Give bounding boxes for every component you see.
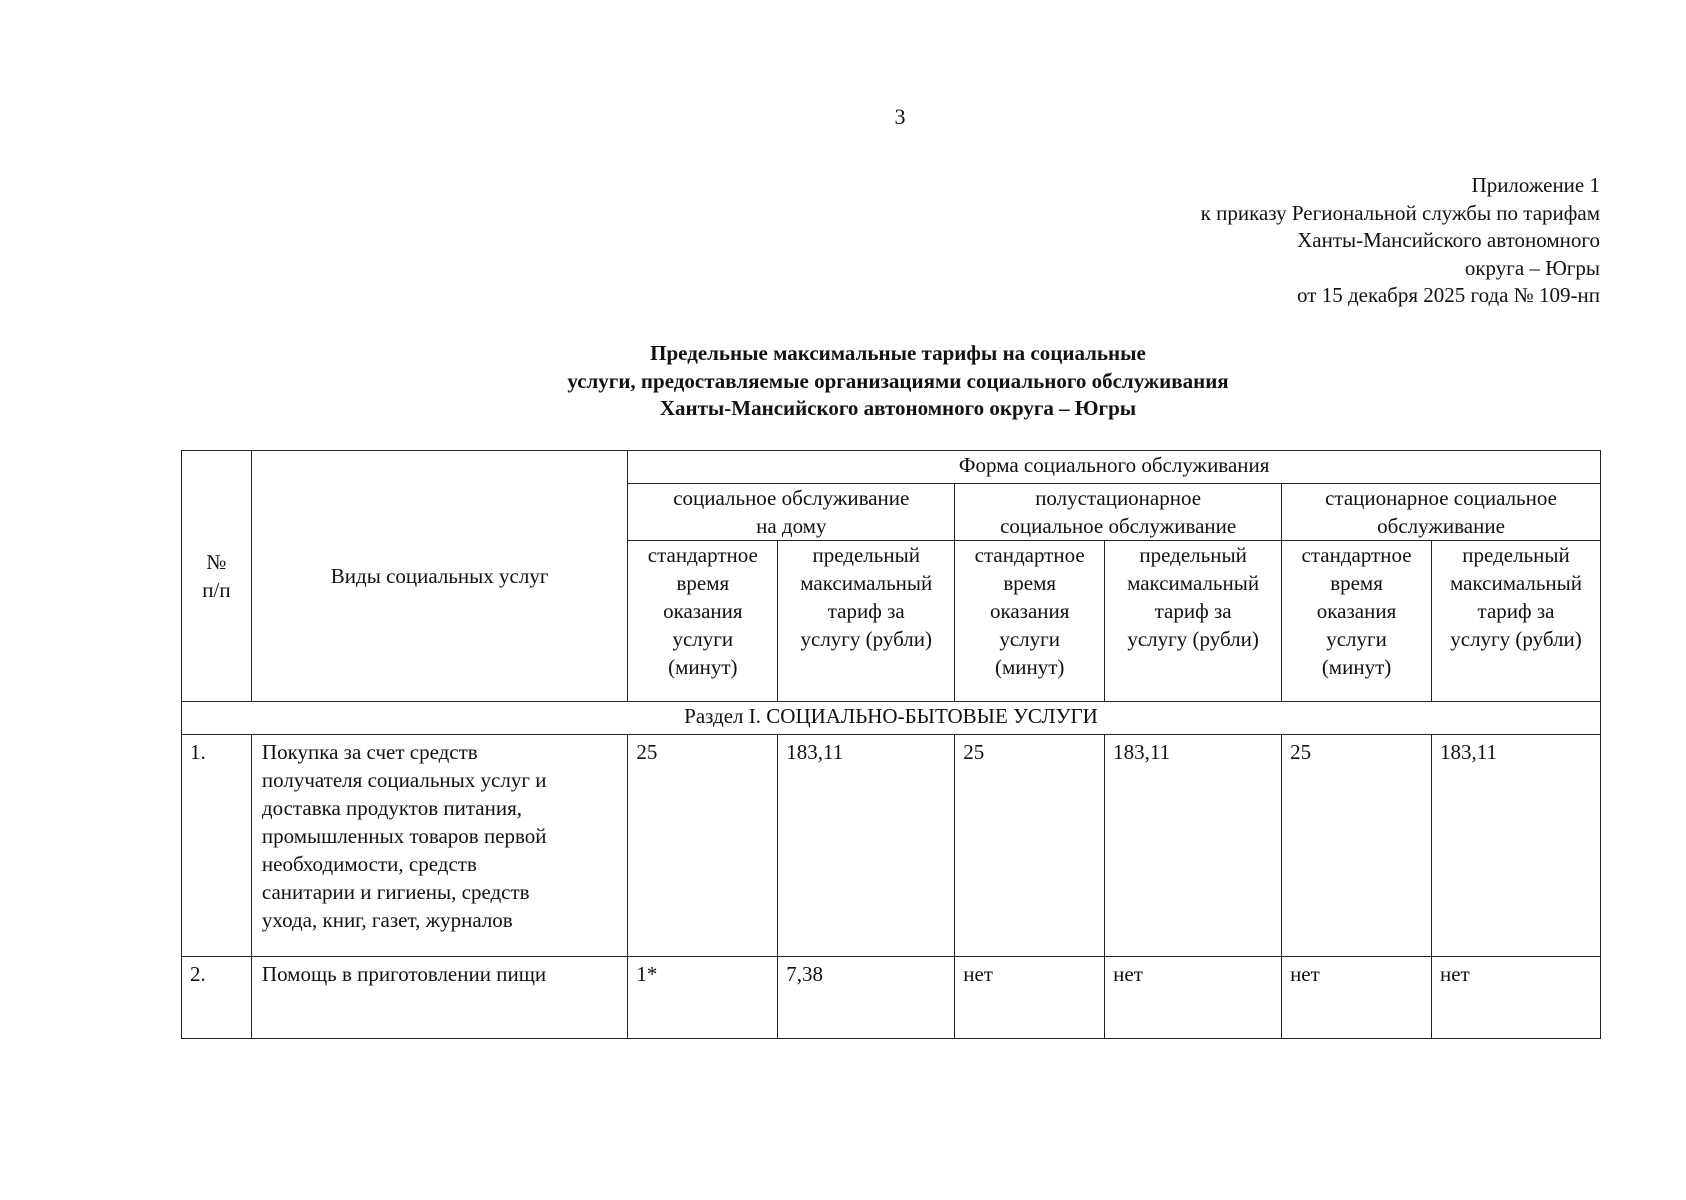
title-line: услуги, предоставляемые организациями социального обслуживания: [567, 368, 1229, 393]
section-heading: Раздел I. СОЦИАЛЬНО-БЫТОВЫЕ УСЛУГИ: [182, 702, 1601, 735]
header-line: стандартное: [1301, 543, 1412, 567]
header-line: максимальный: [800, 571, 933, 595]
header-max-tariff: [1432, 541, 1601, 702]
tariffs-table: [181, 450, 1601, 1039]
header-line: (минут): [994, 655, 1065, 679]
header-line: тариф за: [1477, 599, 1555, 623]
service-line: получателя социальных услуг и: [261, 768, 547, 792]
header-group-line: на дому: [756, 514, 827, 538]
header-number-line: №: [206, 550, 227, 574]
table-row: [182, 735, 1601, 957]
header-standard-time: [1282, 541, 1432, 702]
header-line: тариф за: [1154, 599, 1232, 623]
appendix-line: округа – Югры: [1464, 255, 1600, 280]
appendix-line: Приложение 1: [1471, 173, 1600, 197]
header-line: (минут): [1321, 655, 1392, 679]
header-standard-time: [955, 541, 1105, 702]
appendix-line: Ханты-Мансийского автономного: [1297, 228, 1600, 252]
cell-stationary-tariff: нет: [1432, 957, 1601, 1039]
title-line: Ханты-Мансийского автономного округа – Югры: [659, 396, 1137, 420]
appendix-line: от 15 декабря 2025 года № 109-нп: [1297, 283, 1600, 307]
header-max-tariff: [1105, 541, 1282, 702]
header-group-home: [628, 484, 955, 541]
row-number: 2.: [182, 957, 252, 1039]
page-number: 3: [894, 104, 906, 129]
title-line: Предельные максимальные тарифы на социальные: [650, 341, 1146, 365]
service-name: [251, 735, 627, 957]
cell-semistationary-tariff: нет: [1105, 957, 1282, 1039]
header-line: предельный: [1462, 543, 1570, 567]
header-line: время: [1003, 571, 1057, 595]
service-line: ухода, книг, газет, журналов: [261, 908, 513, 932]
cell-home-time: 1*: [628, 957, 778, 1039]
appendix-line: к приказу Региональной службы по тарифам: [1200, 200, 1600, 225]
header-line: предельный: [1139, 543, 1247, 567]
header-line: оказания: [663, 599, 743, 623]
header-group-semistationary: [955, 484, 1282, 541]
header-line: услугу (рубли): [1127, 627, 1259, 651]
header-line: оказания: [1316, 599, 1397, 623]
header-line: предельный: [812, 543, 920, 567]
header-group-line: социальное обслуживание: [1000, 514, 1237, 538]
header-line: услугу (рубли): [1450, 627, 1582, 651]
header-group-line: социальное обслуживание: [673, 486, 910, 510]
header-line: оказания: [989, 599, 1070, 623]
row-number: 1.: [182, 735, 252, 957]
document-title: [398, 340, 1398, 423]
header-number-line: п/п: [202, 578, 231, 602]
header-line: тариф за: [827, 599, 905, 623]
header-group-line: обслуживание: [1377, 514, 1505, 538]
header-form: Форма социального обслуживания: [628, 451, 1601, 484]
header-line: стандартное: [974, 543, 1085, 567]
header-max-tariff: [778, 541, 955, 702]
table-row: [182, 957, 1601, 1039]
service-line: доставка продуктов питания,: [261, 796, 522, 820]
cell-home-time: 25: [628, 735, 778, 957]
cell-semistationary-time: нет: [955, 957, 1105, 1039]
cell-stationary-time: 25: [1282, 735, 1432, 957]
header-line: услугу (рубли): [800, 627, 932, 651]
cell-stationary-time: нет: [1282, 957, 1432, 1039]
header-line: услуги: [1326, 627, 1387, 651]
header-group-line: стационарное социальное: [1325, 486, 1557, 510]
header-line: стандартное: [647, 543, 758, 567]
cell-home-tariff: 7,38: [778, 957, 955, 1039]
appendix-reference: [1201, 172, 1600, 310]
header-number: [182, 451, 252, 702]
header-line: услуги: [672, 627, 734, 651]
header-line: время: [676, 571, 730, 595]
cell-semistationary-tariff: 183,11: [1105, 735, 1282, 957]
header-line: максимальный: [1450, 571, 1582, 595]
header-group-stationary: [1282, 484, 1601, 541]
service-line: санитарии и гигиены, средств: [261, 880, 530, 904]
service-line: Помощь в приготовлении пищи: [261, 962, 547, 986]
service-name: [251, 957, 627, 1039]
header-line: время: [1330, 571, 1383, 595]
cell-semistationary-time: 25: [955, 735, 1105, 957]
header-service-type: Виды социальных услуг: [251, 451, 627, 702]
service-line: необходимости, средств: [261, 852, 477, 876]
header-line: (минут): [668, 655, 738, 679]
header-line: максимальный: [1127, 571, 1260, 595]
header-group-line: полустационарное: [1035, 486, 1202, 510]
cell-stationary-tariff: 183,11: [1432, 735, 1601, 957]
service-line: промышленных товаров первой: [261, 824, 547, 848]
header-line: услуги: [999, 627, 1060, 651]
header-standard-time: [628, 541, 778, 702]
cell-home-tariff: 183,11: [778, 735, 955, 957]
service-line: Покупка за счет средств: [261, 740, 478, 764]
